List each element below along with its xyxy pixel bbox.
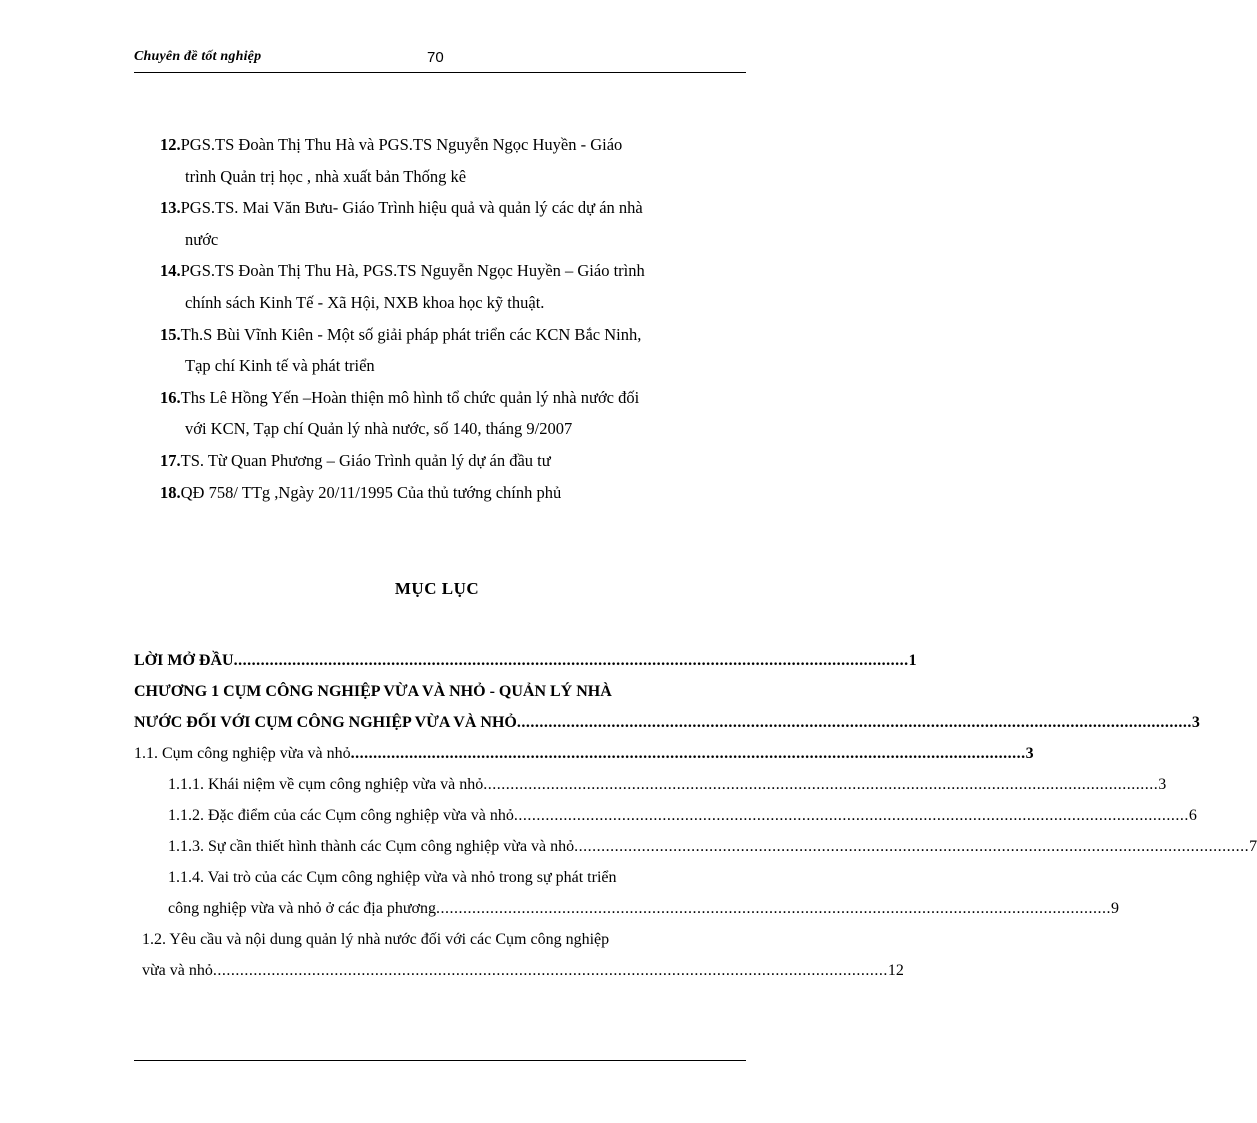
toc-title: MỤC LỤC	[394, 579, 480, 598]
toc-entry[interactable]: 1.2. Yêu cầu và nội dung quản lý nhà nước đối với các Cụm công nghiệp	[142, 931, 610, 948]
reference-text: với KCN, Tạp chí Quản lý nhà nước, số 140, tháng 9/2007	[185, 419, 573, 439]
reference-number: 15.	[160, 324, 181, 344]
reference-item	[160, 445, 740, 477]
toc-dot-leader: ......................................................................................................................................................	[350, 745, 1026, 762]
toc-dot-leader: ......................................................................................................................................................	[233, 652, 909, 669]
toc-entry[interactable]	[134, 645, 917, 676]
toc-entry-label: 1.1.2. Đặc điểm của các Cụm công nghiệp vừa và nhỏ	[168, 807, 514, 824]
toc-entry-label: NƯỚC ĐỐI VỚI CỤM CÔNG NGHIỆP VỪA VÀ NHỎ	[134, 714, 517, 731]
reference-text: QĐ 758/ TTg ,Ngày 20/11/1995 Của thủ tướng chính phủ	[180, 482, 562, 502]
running-header-title: Chuyên đề tốt nghiệp	[134, 49, 262, 64]
reference-number: 16.	[160, 387, 181, 407]
reference-item	[160, 477, 740, 509]
toc-dot-leader: ......................................................................................................................................................	[513, 807, 1189, 824]
toc-page-number: 3	[1025, 745, 1034, 762]
toc-entry[interactable]	[134, 800, 1197, 831]
toc-page-number: 9	[1110, 900, 1119, 917]
reference-text: PGS.TS. Mai Văn Bưu- Giáo Trình hiệu quả và quản lý các dự án nhà	[180, 198, 643, 218]
toc-page-number: 7	[1249, 838, 1257, 855]
toc-entry[interactable]: 1.1.4. Vai trò của các Cụm công nghiệp vừa và nhỏ trong sự phát triển	[168, 869, 617, 886]
toc-entry-label: công nghiệp vừa và nhỏ ở các địa phương	[168, 900, 436, 917]
toc-page-number: 3	[1191, 714, 1200, 731]
toc-page-number: 3	[1158, 776, 1167, 793]
toc-entry-label: 1.1.3. Sự cần thiết hình thành các Cụm công nghiệp vừa và nhỏ	[168, 838, 575, 855]
toc-page-number: 1	[908, 652, 917, 669]
toc-entry-label: 1.1. Cụm công nghiệp vừa và nhỏ	[134, 745, 351, 762]
reference-text: PGS.TS Đoàn Thị Thu Hà, PGS.TS Nguyễn Ngọc Huyền – Giáo trình	[180, 261, 645, 281]
reference-text: Th.S Bùi Vĩnh Kiên - Một số giải pháp phát triển các KCN Bắc Ninh,	[180, 324, 642, 344]
toc-dot-leader: ......................................................................................................................................................	[574, 838, 1250, 855]
reference-number: 18.	[160, 482, 181, 502]
reference-text: TS. Từ Quan Phương – Giáo Trình quản lý dự án đầu tư	[180, 450, 551, 470]
table-of-contents	[134, 645, 1257, 986]
toc-entry[interactable]	[134, 738, 1034, 769]
toc-entry[interactable]	[134, 955, 904, 986]
toc-dot-leader: ......................................................................................................................................................	[483, 776, 1159, 793]
toc-entry[interactable]	[134, 769, 1167, 800]
toc-page-number: 12	[887, 962, 904, 979]
toc-entry[interactable]	[134, 831, 1257, 862]
reference-text: Ths Lê Hồng Yến –Hoàn thiện mô hình tổ chức quản lý nhà nước đối	[180, 387, 640, 407]
toc-page-number: 6	[1188, 807, 1197, 824]
footer-divider	[134, 1060, 746, 1061]
toc-entry-label: LỜI MỞ ĐẦU	[134, 652, 234, 669]
reference-item	[160, 319, 740, 351]
reference-text: trình Quản trị học , nhà xuất bản Thống kê	[185, 166, 467, 186]
reference-text: nước	[185, 229, 219, 249]
reference-number: 12.	[160, 135, 181, 154]
reference-text: chính sách Kinh Tế - Xã Hội, NXB khoa học kỹ thuật.	[185, 292, 545, 312]
reference-item	[160, 192, 740, 224]
toc-entry-label: vừa và nhỏ	[142, 962, 213, 979]
reference-text: Tạp chí Kinh tế và phát triển	[185, 356, 375, 376]
toc-dot-leader: ......................................................................................................................................................	[212, 962, 888, 979]
reference-number: 17.	[160, 450, 181, 470]
toc-entry[interactable]: CHƯƠNG 1 CỤM CÔNG NGHIỆP VỪA VÀ NHỎ - QUẢN LÝ NHÀ	[134, 683, 612, 700]
page-number: 70	[427, 49, 444, 66]
reference-item	[160, 382, 740, 414]
toc-entry[interactable]	[134, 893, 1119, 924]
reference-number: 14.	[160, 261, 181, 281]
toc-dot-leader: ......................................................................................................................................................	[516, 714, 1192, 731]
reference-item	[160, 129, 740, 161]
reference-number: 13.	[160, 198, 181, 218]
toc-entry[interactable]	[134, 707, 1200, 738]
toc-dot-leader: ......................................................................................................................................................	[435, 900, 1111, 917]
reference-item	[160, 255, 740, 287]
toc-entry-label: 1.1.1. Khái niệm về cụm công nghiệp vừa và nhỏ	[168, 776, 484, 793]
reference-text: PGS.TS Đoàn Thị Thu Hà và PGS.TS Nguyễn Ngọc Huyền - Giáo	[180, 135, 623, 154]
reference-list	[160, 129, 740, 508]
header-divider	[134, 72, 746, 73]
